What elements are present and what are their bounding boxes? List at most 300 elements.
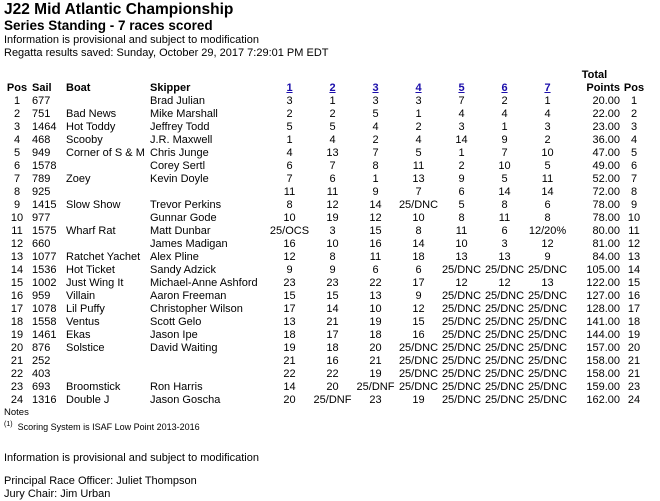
row-race-3-score: 3 (372, 95, 379, 107)
table-row (2, 251, 647, 264)
row-skipper: Ron Harris (150, 381, 203, 393)
row-race-5-score: 14 (455, 134, 468, 146)
row-race-2-score: 3 (329, 225, 336, 237)
row-boat: Double J (66, 394, 110, 406)
row-race-6-score: 25/DNC (484, 342, 525, 354)
row-skipper: Corey Sertl (150, 160, 206, 172)
row-total-points: 122.00 (586, 277, 620, 289)
table-row (2, 290, 647, 303)
row-pos: 1 (13, 95, 21, 107)
row-race-3-score: 18 (369, 329, 382, 341)
row-race-5-score: 25/DNC (441, 316, 482, 328)
row-pos2: 6 (630, 160, 638, 172)
row-race-1-score: 15 (283, 290, 296, 302)
row-pos2: 15 (627, 277, 641, 289)
header-row (2, 82, 647, 95)
row-race-6-score: 25/DNC (484, 394, 525, 406)
row-race-4-score: 25/DNC (398, 342, 439, 354)
row-race-7-score: 2 (544, 134, 551, 146)
row-race-2-score: 12 (326, 199, 339, 211)
row-skipper: Matt Dunbar (150, 225, 211, 237)
row-race-2-score: 23 (326, 277, 339, 289)
row-race-5-score: 1 (458, 147, 465, 159)
row-race-4-score: 11 (412, 160, 425, 172)
row-pos: 15 (10, 277, 24, 289)
boat-header: Boat (66, 82, 91, 94)
row-pos: 24 (10, 394, 24, 406)
row-sail: 1316 (32, 394, 57, 406)
row-boat: Solstice (66, 342, 105, 354)
row-race-7-score: 25/DNC (527, 355, 568, 367)
row-boat: Lil Puffy (66, 303, 105, 315)
row-race-3-score: 15 (369, 225, 382, 237)
row-race-6-score: 3 (501, 238, 508, 250)
row-pos: 11 (11, 225, 23, 237)
row-sail: 1464 (32, 121, 57, 133)
row-race-7-score: 10 (541, 147, 554, 159)
row-race-6-score: 10 (498, 160, 511, 172)
row-sail: 1578 (32, 160, 57, 172)
row-pos2: 9 (630, 199, 638, 211)
row-race-1-score: 6 (286, 160, 293, 172)
row-race-2-score: 16 (326, 355, 339, 367)
row-race-5-score: 25/DNC (441, 329, 482, 341)
row-race-3-score: 6 (372, 264, 379, 276)
table-row (2, 147, 647, 160)
row-sail: 959 (32, 290, 51, 302)
row-sail: 949 (32, 147, 51, 159)
row-race-4-score: 25/DNC (398, 199, 439, 211)
row-race-7-score: 25/DNC (527, 368, 568, 380)
row-race-7-score: 25/DNC (527, 290, 568, 302)
row-total-points: 84.00 (592, 251, 620, 263)
row-sail: 1461 (32, 329, 57, 341)
row-race-6-score: 25/DNC (484, 303, 525, 315)
row-boat: Scooby (66, 134, 103, 146)
row-pos2: 23 (627, 381, 641, 393)
row-boat: Ventus (66, 316, 100, 328)
row-race-5-score: 11 (455, 225, 468, 237)
row-race-2-score: 21 (326, 316, 339, 328)
row-skipper: Michael-Anne Ashford (150, 277, 258, 289)
race-2-link[interactable]: 2 (329, 82, 336, 94)
row-race-3-score: 19 (369, 316, 382, 328)
row-pos2: 13 (627, 251, 641, 263)
row-race-4-score: 9 (415, 290, 422, 302)
row-pos2: 16 (627, 290, 641, 302)
row-total-points: 22.00 (592, 108, 620, 120)
row-sail: 660 (32, 238, 51, 250)
results-table-header (2, 69, 647, 95)
race-3-link[interactable]: 3 (372, 82, 379, 94)
row-race-4-score: 2 (415, 121, 422, 133)
row-race-1-score: 8 (286, 199, 293, 211)
row-skipper: Brad Julian (150, 95, 206, 107)
row-skipper (150, 355, 268, 368)
table-row (2, 134, 647, 147)
row-race-5-score: 25/DNC (441, 355, 482, 367)
row-pos: 2 (13, 108, 21, 120)
race-6-link[interactable]: 6 (501, 82, 508, 94)
row-race-3-score: 2 (372, 134, 379, 146)
row-race-7-score: 25/DNC (527, 394, 568, 406)
row-race-4-score: 5 (415, 147, 422, 159)
row-race-2-score: 15 (326, 290, 339, 302)
row-race-3-score: 19 (369, 368, 382, 380)
row-race-3-score: 21 (369, 355, 382, 367)
row-sail: 977 (32, 212, 51, 224)
row-race-3-score: 4 (372, 121, 379, 133)
row-race-2-score: 4 (329, 134, 336, 146)
row-pos: 10 (10, 212, 24, 224)
row-total-points: 144.00 (586, 329, 620, 341)
row-race-5-score: 2 (458, 160, 465, 172)
provisional-notice: Information is provisional and subject to modification (4, 34, 259, 46)
row-total-points: 81.00 (592, 238, 620, 250)
row-skipper: Aaron Freeman (150, 290, 227, 302)
row-sail: 1077 (32, 251, 57, 263)
row-sail: 1078 (32, 303, 57, 315)
row-skipper: Jason Ipe (150, 329, 198, 341)
row-race-2-score: 22 (326, 368, 339, 380)
row-race-6-score: 25/DNC (484, 290, 525, 302)
row-race-5-score: 25/DNC (441, 290, 482, 302)
row-race-7-score: 25/DNC (527, 381, 568, 393)
row-race-1-score: 3 (286, 95, 293, 107)
row-total-points: 49.00 (592, 160, 620, 172)
sail-header: Sail (32, 82, 52, 94)
row-pos: 13 (10, 251, 24, 263)
row-race-1-score: 18 (283, 329, 296, 341)
header-row-top (2, 69, 647, 82)
table-row (2, 355, 647, 368)
row-total-points: 23.00 (592, 121, 620, 133)
row-pos2: 3 (630, 121, 638, 133)
row-race-6-score: 14 (498, 186, 511, 198)
row-total-points: 36.00 (592, 134, 620, 146)
footnote-text: Scoring System is ISAF Low Point 2013-2016 (17, 422, 200, 432)
row-race-3-score: 9 (372, 186, 379, 198)
row-race-3-score: 16 (369, 238, 382, 250)
row-race-6-score: 25/DNC (484, 264, 525, 276)
row-boat: Corner of S & M (66, 147, 145, 159)
row-race-7-score: 9 (544, 251, 551, 263)
row-race-2-score: 20 (326, 381, 339, 393)
table-row (2, 212, 647, 225)
row-race-4-score: 19 (412, 394, 425, 406)
row-boat: Ratchet Yachet (66, 251, 141, 263)
skipper-header: Skipper (150, 82, 191, 94)
row-total-points: 141.00 (586, 316, 620, 328)
race-4-link[interactable]: 4 (415, 82, 422, 94)
row-race-4-score: 16 (412, 329, 425, 341)
row-race-2-score: 2 (329, 108, 336, 120)
row-race-5-score: 8 (458, 212, 465, 224)
row-pos: 22 (10, 368, 24, 380)
row-race-4-score: 8 (415, 225, 422, 237)
row-race-6-score: 25/DNC (484, 381, 525, 393)
row-sail: 751 (32, 108, 51, 120)
row-race-2-score: 19 (326, 212, 339, 224)
row-race-3-score: 14 (369, 199, 382, 211)
row-race-1-score: 7 (286, 173, 293, 185)
row-race-1-score: 22 (283, 368, 296, 380)
row-race-5-score: 10 (455, 238, 468, 250)
row-race-5-score: 4 (458, 108, 465, 120)
row-pos2: 21 (627, 368, 641, 380)
row-race-7-score: 6 (544, 199, 551, 211)
principal-race-officer: Principal Race Officer: Juliet Thompson (4, 475, 197, 487)
row-race-2-score: 6 (329, 173, 336, 185)
table-row (2, 121, 647, 134)
row-race-2-score: 8 (329, 251, 336, 263)
row-skipper: Jason Goscha (150, 394, 221, 406)
saved-timestamp: Regatta results saved: Sunday, October 29, 2017 7:29:01 PM EDT (4, 47, 329, 59)
row-race-7-score: 8 (544, 212, 551, 224)
row-race-1-score: 19 (283, 342, 296, 354)
row-race-6-score: 25/DNC (484, 316, 525, 328)
row-race-4-score: 13 (412, 173, 425, 185)
row-pos2: 20 (627, 342, 641, 354)
results-table-body (2, 95, 647, 407)
row-race-7-score: 25/DNC (527, 303, 568, 315)
table-row (2, 199, 647, 212)
row-race-3-score: 8 (372, 160, 379, 172)
row-race-6-score: 12 (498, 277, 511, 289)
row-race-7-score: 1 (544, 95, 551, 107)
row-total-points: 162.00 (586, 394, 620, 406)
row-race-2-score: 1 (329, 95, 336, 107)
row-boat (66, 186, 150, 199)
row-boat (66, 95, 150, 108)
row-race-1-score: 23 (283, 277, 296, 289)
row-total-points: 78.00 (592, 212, 620, 224)
row-race-1-score: 2 (286, 108, 293, 120)
row-pos2: 8 (630, 186, 638, 198)
row-race-1-score: 20 (283, 394, 296, 406)
row-race-3-score: 23 (369, 394, 382, 406)
row-pos2: 12 (627, 238, 641, 250)
row-race-6-score: 7 (501, 147, 508, 159)
row-pos2: 2 (630, 108, 638, 120)
row-race-1-score: 16 (283, 238, 296, 250)
row-race-5-score: 25/DNC (441, 342, 482, 354)
row-total-points: 20.00 (592, 95, 620, 107)
row-sail: 1575 (32, 225, 57, 237)
row-race-7-score: 25/DNC (527, 329, 568, 341)
row-sail: 252 (32, 355, 51, 367)
race-7-link[interactable]: 7 (544, 82, 551, 94)
row-total-points: 158.00 (586, 355, 620, 367)
row-skipper (150, 368, 268, 381)
row-sail: 876 (32, 342, 51, 354)
table-row (2, 95, 647, 108)
row-race-1-score: 1 (286, 134, 293, 146)
table-row (2, 160, 647, 173)
row-race-4-score: 18 (412, 251, 425, 263)
row-race-2-score: 14 (326, 303, 339, 315)
row-skipper: Gunnar Gode (150, 212, 217, 224)
row-total-points: 158.00 (586, 368, 620, 380)
notes-title: Notes (4, 407, 29, 418)
row-race-4-score: 25/DNC (398, 355, 439, 367)
row-race-6-score: 25/DNC (484, 368, 525, 380)
row-race-4-score: 14 (412, 238, 425, 250)
row-race-6-score: 25/DNC (484, 329, 525, 341)
row-pos: 9 (13, 199, 21, 211)
row-total-points: 105.00 (586, 264, 620, 276)
row-boat (66, 160, 150, 173)
row-pos: 12 (10, 238, 24, 250)
row-race-5-score: 5 (458, 199, 465, 211)
row-race-6-score: 13 (498, 251, 511, 263)
table-row (2, 238, 647, 251)
row-pos: 18 (10, 316, 24, 328)
row-pos: 8 (13, 186, 21, 198)
row-pos2: 10 (627, 212, 641, 224)
row-race-5-score: 25/DNC (441, 394, 482, 406)
row-race-1-score: 14 (283, 381, 296, 393)
row-race-4-score: 10 (412, 212, 425, 224)
table-row (2, 225, 647, 238)
row-race-4-score: 6 (415, 264, 422, 276)
row-pos: 4 (13, 134, 21, 146)
row-boat: Zoey (66, 173, 91, 185)
row-race-7-score: 13 (541, 277, 554, 289)
row-race-1-score: 17 (283, 303, 296, 315)
row-skipper: Jeffrey Todd (150, 121, 210, 133)
row-pos2: 5 (630, 147, 638, 159)
row-skipper: Sandy Adzick (150, 264, 217, 276)
results-table (2, 69, 647, 407)
row-race-3-score: 20 (369, 342, 382, 354)
row-boat (66, 212, 150, 225)
row-race-3-score: 10 (369, 303, 382, 315)
row-race-4-score: 25/DNC (398, 368, 439, 380)
row-race-6-score: 9 (501, 134, 508, 146)
row-pos: 20 (10, 342, 24, 354)
row-total-points: 159.00 (586, 381, 620, 393)
footnote-marker: (1) (4, 421, 13, 428)
row-boat (66, 368, 150, 381)
row-total-points: 80.00 (592, 225, 620, 237)
row-race-3-score: 13 (369, 290, 382, 302)
row-race-3-score: 12 (369, 212, 382, 224)
row-race-4-score: 25/DNC (398, 381, 439, 393)
row-pos: 3 (13, 121, 21, 133)
row-total-points: 72.00 (592, 186, 620, 198)
row-pos2: 11 (628, 225, 640, 237)
row-race-1-score: 12 (283, 251, 296, 263)
row-race-4-score: 3 (415, 95, 422, 107)
race-1-link[interactable]: 1 (286, 82, 293, 94)
row-race-5-score: 25/DNC (441, 381, 482, 393)
row-total-points: 157.00 (586, 342, 620, 354)
row-pos2: 19 (627, 329, 641, 341)
row-boat (66, 355, 150, 368)
row-race-2-score: 18 (326, 342, 339, 354)
row-pos: 16 (10, 290, 24, 302)
row-skipper: Chris Junge (150, 147, 209, 159)
row-race-3-score: 11 (369, 251, 382, 263)
row-pos: 7 (13, 173, 21, 185)
row-race-4-score: 12 (412, 303, 425, 315)
row-race-4-score: 17 (412, 277, 425, 289)
row-race-5-score: 25/DNC (441, 368, 482, 380)
row-race-6-score: 4 (501, 108, 508, 120)
row-race-5-score: 9 (458, 173, 465, 185)
row-skipper: David Waiting (150, 342, 218, 354)
pos-header: Pos (6, 82, 28, 94)
table-row (2, 303, 647, 316)
row-race-7-score: 12/20% (528, 225, 567, 237)
row-race-6-score: 6 (501, 225, 508, 237)
row-race-5-score: 12 (455, 277, 468, 289)
table-row (2, 316, 647, 329)
row-boat: Broomstick (66, 381, 121, 393)
row-pos2: 17 (627, 303, 641, 315)
row-skipper: J.R. Maxwell (150, 134, 213, 146)
row-race-5-score: 25/DNC (441, 264, 482, 276)
row-race-7-score: 5 (544, 160, 551, 172)
row-race-3-score: 7 (372, 147, 379, 159)
row-sail: 677 (32, 95, 51, 107)
row-race-5-score: 6 (458, 186, 465, 198)
row-skipper: Mike Marshall (150, 108, 218, 120)
row-race-1-score: 5 (286, 121, 293, 133)
row-total-points: 78.00 (592, 199, 620, 211)
row-sail: 1536 (32, 264, 57, 276)
row-pos2: 21 (627, 355, 641, 367)
row-boat (66, 238, 150, 251)
row-boat: Ekas (66, 329, 91, 341)
row-pos: 17 (10, 303, 24, 315)
row-race-3-score: 25/DNF (356, 381, 395, 393)
total-points-header: Points (586, 82, 620, 94)
row-boat: Slow Show (66, 199, 121, 211)
row-pos: 19 (10, 329, 24, 341)
row-sail: 693 (32, 381, 51, 393)
row-race-1-score: 25/OCS (269, 225, 310, 237)
row-pos2: 14 (627, 264, 641, 276)
row-sail: 1558 (32, 316, 57, 328)
table-row (2, 186, 647, 199)
row-race-5-score: 7 (458, 95, 465, 107)
row-race-3-score: 5 (372, 108, 379, 120)
row-race-4-score: 7 (415, 186, 422, 198)
row-race-3-score: 22 (369, 277, 382, 289)
row-race-1-score: 10 (283, 212, 296, 224)
row-skipper (150, 186, 268, 199)
row-boat: Just Wing It (66, 277, 124, 289)
row-race-7-score: 25/DNC (527, 264, 568, 276)
jury-chair: Jury Chair: Jim Urban (4, 488, 111, 500)
row-pos: 14 (10, 264, 24, 276)
provisional-notice-footer: Information is provisional and subject to modification (4, 452, 259, 464)
row-race-1-score: 13 (283, 316, 296, 328)
row-boat: Hot Ticket (66, 264, 115, 276)
pos2-header: Pos (623, 82, 645, 94)
row-race-7-score: 25/DNC (527, 342, 568, 354)
row-race-7-score: 4 (544, 108, 551, 120)
row-race-5-score: 25/DNC (441, 303, 482, 315)
row-race-6-score: 8 (501, 199, 508, 211)
row-pos2: 1 (630, 95, 638, 107)
race-5-link[interactable]: 5 (458, 82, 465, 94)
row-sail: 1002 (32, 277, 57, 289)
row-race-2-score: 7 (329, 160, 336, 172)
row-race-5-score: 3 (458, 121, 465, 133)
